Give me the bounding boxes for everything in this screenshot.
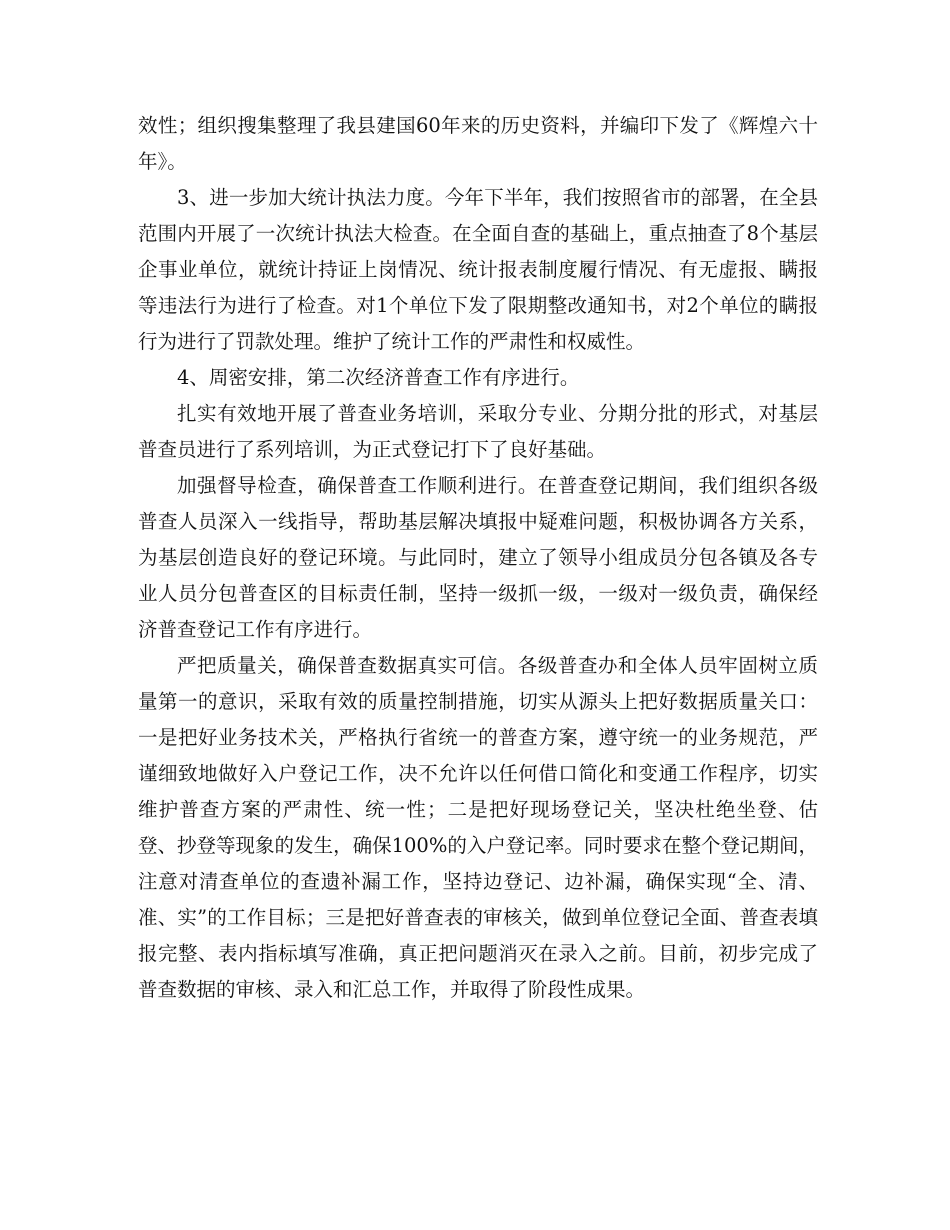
paragraph-continuation: 效性；组织搜集整理了我县建国60年来的历史资料，并编印下发了《辉煌六十年》。 (138, 114, 818, 173)
paragraph-census-training: 扎实有效地开展了普查业务培训，采取分专业、分期分批的形式，对基层普查员进行了系列培训，为正式登记打下了良好基础。 (138, 402, 818, 461)
paragraph-statistical-enforcement: 3、进一步加大统计执法力度。今年下半年，我们按照省市的部署，在全县范围内开展了一次统计执法大检查。在全面自查的基础上，重点抽查了8个基层企事业单位，就统计持证上岗情况、统计报表制度履行情况、有无虚报、瞒报等违法行为进行了检查。对1个单位下发了限期整改通知书，对2个单位的瞒报行为进行了罚款处理。维护了统计工作的严肃性和权威性。 (138, 186, 818, 353)
document-page (138, 108, 818, 1008)
paragraph-economic-census-heading: 4、周密安排，第二次经济普查工作有序进行。 (177, 366, 580, 389)
paragraph-quality-control: 严把质量关，确保普查数据真实可信。各级普查办和全体人员牢固树立质量第一的意识，采取有效的质量控制措施，切实从源头上把好数据质量关口：一是把好业务技术关，严格执行省统一的普查方案，遵守统一的业务规范，严谨细致地做好入户登记工作，决不允许以任何借口简化和变通工作程序，切实维护普查方案的严肃性、统一性；二是把好现场登记关，坚决杜绝坐登、估登、抄登等现象的发生，确保100%的入户登记率。同时要求在整个登记期间，注意对清查单位的查遗补漏工作，坚持边登记、边补漏，确保实现“全、清、准、实”的工作目标；三是把好普查表的审核关，做到单位登记全面、普查表填报完整、表内指标填写准确，真正把问题消灭在录入之前。目前，初步完成了普查数据的审核、录入和汇总工作，并取得了阶段性成果。 (138, 654, 818, 1001)
paragraph-supervision: 加强督导检查，确保普查工作顺利进行。在普查登记期间，我们组织各级普查人员深入一线指导，帮助基层解决填报中疑难问题，积极协调各方关系，为基层创造良好的登记环境。与此同时，建立了领导小组成员分包各镇及各专业人员分包普查区的目标责任制，坚持一级抓一级，一级对一级负责，确保经济普查登记工作有序进行。 (138, 474, 818, 641)
